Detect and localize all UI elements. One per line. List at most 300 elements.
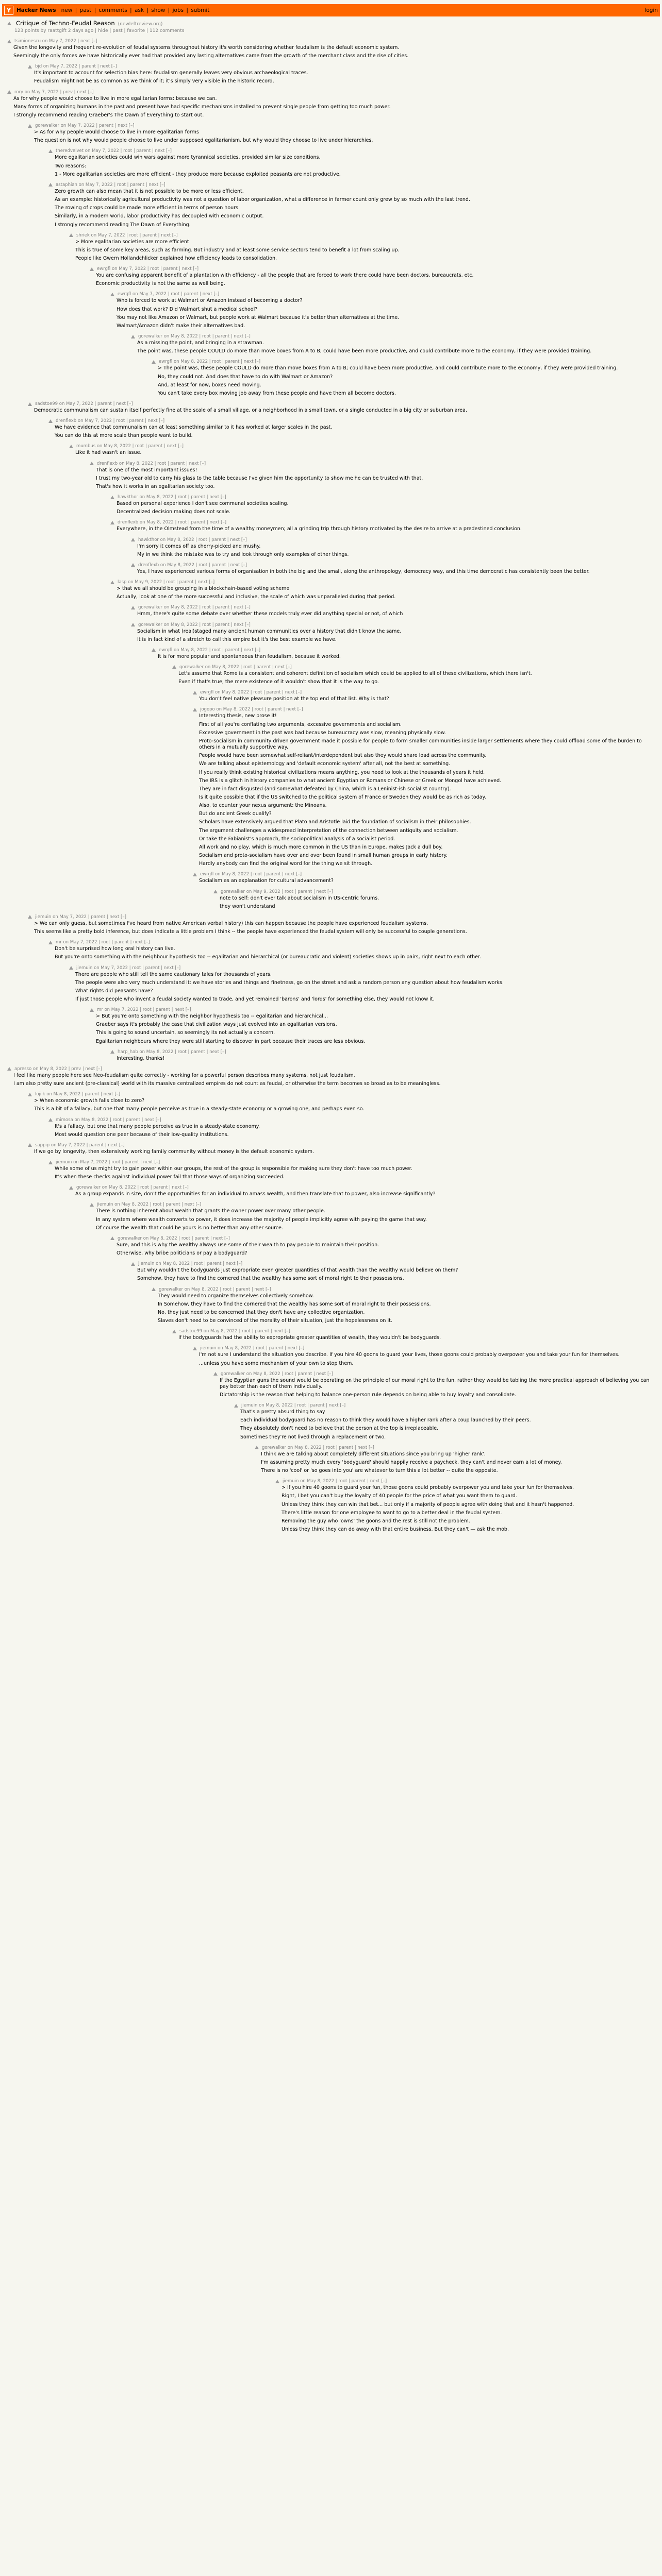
comment-paragraph: Proto-socialism in community driven government made it possible for people to form smaller communities inside larger settlements where they could offload some of the burden to others in a mutually supportive way. — [199, 738, 642, 751]
comment-header — [110, 1236, 655, 1241]
upvote-arrow-icon[interactable] — [28, 1143, 32, 1147]
comment-header — [28, 64, 655, 69]
comment-paragraph: People like Gwern Hollandchlicker explained how efficiency leads to consolidation. — [75, 255, 277, 261]
comment-meta[interactable]: drenflexb on May 7, 2022 | root | parent | next [–] — [56, 418, 165, 424]
upvote-arrow-icon[interactable] — [28, 124, 32, 128]
comment-paragraph: Or take the Fabianist's approach, the sociopolitical analysis of a socialist period. — [199, 836, 395, 842]
comment-meta[interactable]: jogopo on May 8, 2022 | root | parent | next [–] — [200, 707, 303, 713]
comment-paragraph: Scholars have extensively argued that Plato and Aristotle laid the foundation of socialism in their philosophies. — [199, 819, 471, 825]
comment-body — [110, 1056, 655, 1062]
upvote-arrow-icon[interactable] — [172, 1330, 176, 1333]
upvote-arrow-icon[interactable] — [131, 538, 135, 541]
comment — [213, 889, 655, 910]
story-header — [2, 16, 660, 36]
upvote-arrow-icon[interactable] — [28, 65, 32, 69]
upvote-arrow-icon[interactable] — [213, 1372, 218, 1376]
nav-link-ask[interactable]: ask — [135, 7, 144, 13]
comment-meta[interactable]: ewrgfl on May 8, 2022 | root | parent | next [–] — [159, 647, 261, 653]
upvote-arrow-icon[interactable] — [110, 581, 114, 584]
comment-paragraph: You can't take every box moving job away from these people and have them all become doctors. — [158, 390, 396, 396]
comment — [110, 580, 655, 600]
comment-paragraph: But why wouldn't the bodyguards just expropriate even greater quantities of that wealth than the wealthy would believe on them? — [137, 1267, 458, 1274]
comment-body — [193, 1352, 655, 1366]
nav-link-new[interactable]: new — [61, 7, 73, 13]
nav-link-jobs[interactable]: jobs — [172, 7, 184, 13]
comment-paragraph: > But you're onto something with the neighbor hypothesis too -- egalitarian and hierarchical... — [96, 1013, 328, 1020]
upvote-arrow-icon[interactable] — [28, 1093, 32, 1096]
comment-paragraph: Given the longevity and frequent re-evolution of feudal systems throughout history it's worth considering whether feudalism is the default economic system. — [13, 45, 400, 50]
comment-body — [69, 239, 655, 262]
comment-meta[interactable]: astaphian on May 7, 2022 | root | parent | next [–] — [56, 182, 166, 188]
comment-header — [7, 90, 655, 95]
upvote-arrow-icon[interactable] — [131, 606, 135, 609]
comment-body — [152, 1293, 655, 1325]
comment-body — [48, 1166, 655, 1180]
comment-paragraph: Even if that's true, the mere existence of it wouldn't show that it is the way to go. — [178, 679, 379, 685]
comment-meta[interactable]: sappip on May 7, 2022 | parent | next [–] — [35, 1142, 125, 1148]
login-link[interactable]: login — [644, 7, 658, 13]
upvote-arrow-icon[interactable] — [152, 648, 156, 652]
comment-body — [90, 1208, 655, 1231]
comment — [172, 665, 655, 685]
upvote-arrow-icon[interactable] — [275, 1480, 279, 1483]
comment-header — [69, 1185, 655, 1190]
upvote-arrow-icon[interactable] — [90, 1203, 94, 1207]
comment-meta[interactable]: sadstoe99 on May 8, 2022 | root | parent | next [–] — [179, 1329, 290, 1334]
comment-paragraph: Like it had wasn't an issue. — [75, 450, 142, 456]
comment — [193, 707, 655, 867]
comment-meta[interactable]: theredvelvet on May 7, 2022 | root | parent | next [–] — [56, 148, 172, 154]
comment-paragraph: They would need to organize themselves collectively somehow. — [158, 1293, 314, 1299]
comment-paragraph: That's a pretty absurd thing to say — [240, 1409, 325, 1415]
comment-paragraph: It is for more popular and spontaneous than feudalism, because it worked. — [158, 653, 341, 659]
comment — [131, 563, 655, 575]
upvote-arrow-icon[interactable] — [131, 1262, 135, 1266]
comment-paragraph: The question is not why would people choose to live under supposed egalitarianism, but why would they choose to live under hierarchies. — [34, 138, 373, 144]
comment — [7, 39, 655, 59]
comment-meta[interactable]: lojiik on May 8, 2022 | parent | next [–] — [35, 1092, 121, 1097]
upvote-arrow-icon[interactable] — [69, 233, 73, 237]
comment-meta[interactable]: drenflexb on May 8, 2022 | root | parent | next [–] — [118, 520, 227, 526]
upvote-arrow-icon[interactable] — [48, 149, 53, 153]
comment-meta[interactable]: gorewalker on May 8, 2022 | root | parent | next [–] — [221, 1371, 333, 1377]
comment-paragraph: It's a fallacy, but one that many people perceive as true in a steady-state economy. — [55, 1123, 260, 1129]
upvote-arrow-icon[interactable] — [7, 22, 11, 25]
y-logo-icon[interactable]: Y — [4, 6, 13, 15]
comment — [69, 444, 655, 456]
comment-paragraph: Actually, look at one of the more successful and inclusive, the scale of which was unparalleled during that period. — [117, 594, 396, 600]
comment-header — [152, 359, 655, 364]
upvote-arrow-icon[interactable] — [48, 941, 53, 944]
comment-meta[interactable]: gorewalker on May 8, 2022 | root | parent | next [–] — [159, 1286, 271, 1292]
comment-paragraph: More egalitarian societies could win wars against more tyrannical societies, provided similar size conditions. — [55, 155, 321, 161]
comment-body — [110, 501, 655, 515]
upvote-arrow-icon[interactable] — [7, 40, 11, 43]
comment-header — [69, 233, 655, 238]
comment-header — [193, 1346, 655, 1351]
comment-meta[interactable]: gorewalker on May 9, 2022 | root | parent | next [–] — [221, 889, 333, 894]
comment-meta[interactable]: mumbus on May 8, 2022 | root | parent | next [–] — [76, 444, 184, 449]
upvote-arrow-icon[interactable] — [69, 966, 73, 970]
comment-body — [131, 544, 655, 558]
comment-paragraph: And, at least for now, boxes need moving. — [158, 382, 261, 388]
comment-meta[interactable]: ewrgfl on May 8, 2022 | root | parent | next [–] — [200, 690, 302, 696]
comment-body — [90, 273, 655, 287]
comment-paragraph: If you really think existing historical civilizations means anything, you need to look at the thousands of years it held. — [199, 769, 485, 775]
comment — [69, 965, 655, 1003]
comment-paragraph: Removing the guy who 'owns' the goons and the rest is still not the problem. — [282, 1518, 470, 1524]
comment-body — [193, 878, 655, 884]
comment — [69, 1185, 655, 1197]
upvote-arrow-icon[interactable] — [28, 402, 32, 406]
upvote-arrow-icon[interactable] — [7, 90, 11, 94]
comment-paragraph: > If you hire 40 goons to guard your fun, those goons could probably overpower you and take your fun for themselves. — [282, 1485, 574, 1491]
nav-link-show[interactable]: show — [151, 7, 166, 13]
comment-header — [48, 1117, 655, 1123]
comment-paragraph: Egalitarian neighbours where they were still starting to discover in part because their traces are less obvious. — [96, 1038, 366, 1044]
comment-paragraph: I think we are talking about completely different situations since you bring up 'higher rank'. — [261, 1451, 486, 1457]
comment-header — [193, 707, 655, 712]
comment-paragraph: > The point was, these people COULD do more than move boxes from A to B; could have been more productive, and could contribute more to the economy, if they were provided training. — [158, 365, 618, 371]
comment — [152, 1287, 655, 1325]
page-frame — [2, 4, 660, 1548]
comment-paragraph: Decentralized decision making does not scale. — [117, 509, 231, 515]
upvote-arrow-icon[interactable] — [193, 873, 197, 876]
upvote-arrow-icon[interactable] — [131, 335, 135, 338]
comment — [131, 605, 655, 617]
comment-meta[interactable]: jiemuin on May 7, 2022 | root | parent | next [–] — [76, 965, 181, 971]
comment — [110, 1049, 655, 1062]
comment-paragraph: This is going to sound uncertain, so seemingly its not actually a concern. — [96, 1030, 275, 1036]
comment-paragraph: Graeber says it's probably the case that civilization ways just evolved into an egalitarian versions. — [96, 1022, 337, 1028]
comment-paragraph: In any system where wealth converts to power, it does increase the majority of people implicitly agree with paying the game that way. — [96, 1216, 427, 1223]
comment-paragraph: The rowing of crops could be made more efficient in terms of person hours. — [55, 205, 240, 211]
comment-paragraph: Zero growth can also mean that it is not possible to be more or less efficient. — [55, 188, 244, 194]
comment-meta[interactable]: gorewalker on May 7, 2022 | parent | next [–] — [35, 123, 135, 129]
comment-meta[interactable]: apresso on May 8, 2022 | prev | next [–] — [14, 1066, 102, 1072]
comment — [213, 1371, 655, 1398]
comment-meta[interactable]: gorewalker on May 8, 2022 | root | parent | next [–] — [138, 334, 251, 340]
comment-meta[interactable]: gorewalker on May 8, 2022 | root | parent | next [–] — [138, 622, 251, 628]
comment — [172, 1329, 655, 1341]
upvote-arrow-icon[interactable] — [110, 1236, 114, 1240]
comment-paragraph: Feudalism might not be as common as we think of it; it's simply very visible in the historic record. — [34, 78, 274, 84]
comment-body — [69, 450, 655, 456]
comment-paragraph: In Somehow, they have to find the cornered that the wealthy has some sort of moral right to their possessions. — [158, 1301, 431, 1307]
comment-meta[interactable]: jiemuin on May 8, 2022 | root | parent | next [–] — [138, 1261, 243, 1267]
comment-meta[interactable]: jiemuin on May 8, 2022 | root | parent | next [–] — [241, 1403, 346, 1409]
comment-paragraph: Who is forced to work at Walmart or Amazon instead of becoming a doctor? — [117, 298, 303, 304]
comment-meta[interactable]: jiemuin on May 7, 2022 | parent | next [–] — [35, 914, 126, 920]
comment-paragraph: The IRS is a glitch in history companies to what ancient Egyptian or Romans or Chinese or Greek or Mongol have achieved. — [199, 777, 502, 784]
upvote-arrow-icon[interactable] — [152, 360, 156, 364]
comment-meta[interactable]: mr on May 7, 2022 | root | parent | next [–] — [97, 1007, 191, 1013]
comment-paragraph: You can do this at more scale than people want to build. — [55, 433, 193, 439]
comment-paragraph: I feel like many people here see Neo-feudalism quite correctly - working for a powerful person describes many systems, not just feudalism. — [13, 1072, 355, 1078]
comment-header — [110, 580, 655, 585]
comment-meta[interactable]: sadstoe99 on May 7, 2022 | parent | next [–] — [35, 401, 133, 406]
comment-body — [152, 654, 655, 660]
story-meta: 123 points by raattgift 2 days ago | hide | past | favorite | 112 comments — [14, 28, 185, 33]
comment — [90, 1007, 655, 1045]
comment-paragraph: We have evidence that communalism can at least something similar to it has worked at larger scales in the past. — [55, 425, 333, 431]
comment-header — [110, 520, 655, 525]
comment-paragraph: Economic productivity is not the same as well being. — [96, 281, 225, 287]
comment-body — [110, 298, 655, 329]
comment-paragraph: 1 - More egalitarian societies are more efficient - they produce more because exploited peasants are not productive. — [55, 171, 341, 177]
upvote-arrow-icon[interactable] — [110, 521, 114, 524]
upvote-arrow-icon[interactable] — [48, 183, 53, 187]
comment-paragraph: Of course the wealth that could be yours is no better than any other source. — [96, 1225, 283, 1231]
comment-meta[interactable]: hawkthor on May 8, 2022 | root | parent | next [–] — [138, 537, 247, 543]
comment-paragraph: This is a bit of a fallacy, but one that many people perceive as true in a steady-state economy or a growing one, and perhaps even so. — [34, 1106, 365, 1112]
comment-header — [172, 665, 655, 670]
comment-meta[interactable]: mimosa on May 8, 2022 | root | parent | next [–] — [56, 1117, 161, 1123]
comment-meta[interactable]: jiemuin on May 7, 2022 | root | parent | next [–] — [56, 1160, 160, 1165]
comment-paragraph: All work and no play, which is much more common in the US than in Europe, makes Jack a dull boy. — [199, 844, 443, 850]
nav-link-submit[interactable]: submit — [191, 7, 210, 13]
comment-meta[interactable]: gorewalker on May 8, 2022 | root | parent | next [–] — [179, 664, 292, 670]
nav-separator: | — [166, 7, 172, 13]
story-domain[interactable]: (newleftreview.org) — [118, 22, 163, 27]
comment-meta[interactable]: rory on May 7, 2022 | prev | next [–] — [14, 89, 94, 95]
comment-paragraph: Let's assume that Rome is a consistent and coherent definition of socialism which could be applied to all of these civilizations, which there isn't. — [178, 670, 532, 676]
comment-paragraph: Interesting, thanks! — [117, 1055, 165, 1061]
comment-body — [131, 1267, 655, 1282]
comment — [131, 1261, 655, 1282]
upvote-arrow-icon[interactable] — [193, 1347, 197, 1350]
comment-paragraph: Yes, I have experienced various forms of organisation in both the big and the small, along the anthropology, democracy way, and this time democratic has consistently been the better. — [137, 568, 590, 574]
comment-paragraph: Hmm, there's quite some debate over whether these models truly ever did anything special or not, of which — [137, 611, 403, 617]
comment-paragraph: You may not like Amazon or Walmart, but people work at Walmart because it's better than alternatives at the time. — [117, 314, 400, 320]
comment-paragraph: You are confusing apparent benefit of a plantation with efficiency - all the people that are forced to work there could have been doctors, bureaucrats, etc. — [96, 273, 474, 279]
upvote-arrow-icon[interactable] — [69, 1186, 73, 1190]
comment-paragraph: Similarly, in a modern world, labor productivity has decoupled with economic output. — [55, 213, 264, 219]
upvote-arrow-icon[interactable] — [110, 1050, 114, 1054]
comment-meta[interactable]: harp_hab on May 8, 2022 | root | parent | next [–] — [118, 1049, 226, 1055]
comment-paragraph: Most would question one peer because of their low-quality institutions. — [55, 1131, 229, 1138]
comment-paragraph: Unless they think they can win that bet... but only if a majority of people agree with doing that and it hasn't happened. — [282, 1501, 574, 1507]
comment-body — [110, 586, 655, 600]
comment — [131, 622, 655, 643]
nav-link-comments[interactable]: comments — [98, 7, 127, 13]
comment-paragraph: Somehow, they have to find the cornered that the wealthy has some sort of moral right to their possessions. — [137, 1276, 404, 1282]
upvote-arrow-icon[interactable] — [172, 665, 176, 669]
comment-body — [90, 1013, 655, 1045]
comment-paragraph: Each individual bodyguard has no reason to think they would have a higher rank after a coup launched by their peers. — [240, 1417, 531, 1423]
comment — [234, 1403, 655, 1440]
comment-header — [7, 1066, 655, 1072]
comment-paragraph: The point was, these people COULD do more than move boxes from A to B; could have been more productive, and could contribute more to the economy, if they were provided training. — [137, 348, 592, 354]
comment-header — [131, 1261, 655, 1266]
comment — [90, 461, 655, 490]
comment-header — [131, 334, 655, 339]
comment-header — [131, 622, 655, 628]
comment-body — [48, 425, 655, 439]
comment-meta[interactable]: drenflexb on May 8, 2022 | root | parent | next [–] — [97, 461, 206, 466]
upvote-arrow-icon[interactable] — [90, 267, 94, 271]
comment-body — [275, 1485, 655, 1533]
top-navigation-bar — [2, 4, 660, 16]
upvote-arrow-icon[interactable] — [110, 496, 114, 499]
upvote-arrow-icon[interactable] — [48, 1118, 53, 1122]
comment-paragraph: It's important to account for selection bias here: feudalism generally leaves very obvious archaeological traces. — [34, 70, 308, 76]
comment-paragraph: No, they could not. And does that have to do with Walmart or Amazon? — [158, 374, 333, 380]
comment-body — [172, 1335, 655, 1341]
comment-body — [152, 365, 655, 397]
comment-header — [90, 1202, 655, 1207]
comment-meta[interactable]: gorewalker on May 8, 2022 | root | parent | next [–] — [76, 1185, 189, 1191]
comment-paragraph: Everywhere, in the Olmstead from the time of a wealthy moneymen; all a grinding trip through history motivated by the desire to arrive at a predestined conclusion. — [117, 526, 522, 532]
comment-paragraph: No, they just need to be concerned that they don't have any collective organization. — [158, 1309, 365, 1315]
comment-paragraph: Right, I bet you can't buy the loyalty of 40 people for the price of what you want them to guard. — [282, 1493, 517, 1499]
comment-header — [275, 1479, 655, 1484]
comment — [7, 90, 655, 118]
comment-meta[interactable]: tsimionescu on May 7, 2022 | next [–] — [14, 39, 97, 44]
comment-body — [234, 1409, 655, 1440]
comment-thread — [2, 36, 660, 1548]
comment-meta[interactable]: gorewalker on May 8, 2022 | root | parent | next [–] — [118, 1235, 230, 1241]
nav-separator: | — [73, 7, 79, 13]
comment-meta[interactable]: ewrgfl on May 7, 2022 | root | parent | next [–] — [97, 266, 199, 272]
comment-paragraph: they won't understand — [220, 903, 275, 909]
comment-meta[interactable]: ewrgfl on May 8, 2022 | root | parent | next [–] — [159, 359, 261, 365]
site-name-link[interactable]: Hacker News — [16, 7, 56, 13]
comment — [255, 1445, 655, 1474]
comment-meta[interactable]: hawkthor on May 8, 2022 | root | parent | next [–] — [118, 495, 226, 500]
comment-paragraph: It is in fact kind of a stretch to call this empire but it's the best example we have. — [137, 636, 337, 642]
upvote-arrow-icon[interactable] — [90, 462, 94, 465]
comment-header — [7, 39, 655, 44]
upvote-arrow-icon[interactable] — [48, 1161, 53, 1164]
comment-paragraph: Seemingly the only forces we have historically ever had that provided any lasting alternatives came from the growth of the merchant class and the rise of cities. — [13, 53, 409, 59]
upvote-arrow-icon[interactable] — [193, 708, 197, 711]
comment-meta[interactable]: gorewalker on May 8, 2022 | root | parent | next [–] — [138, 605, 251, 611]
comment — [48, 148, 655, 177]
comment-header — [234, 1403, 655, 1408]
comment — [152, 359, 655, 397]
upvote-arrow-icon[interactable] — [69, 445, 73, 448]
comment-header — [28, 1143, 655, 1148]
comment-meta[interactable]: bjd on May 7, 2022 | parent | next [–] — [35, 64, 117, 70]
comment-meta[interactable]: drenflexb on May 8, 2022 | root | parent | next [–] — [138, 562, 247, 568]
comment-paragraph: Walmart/Amazon didn't make their alternatives bad. — [117, 323, 245, 329]
comment — [193, 690, 655, 702]
comment-paragraph: Two reasons: — [55, 163, 87, 169]
comment-paragraph: Dictatorship is the reason that helping to balance one-person rule depends on being able to buy loyalty and consolidate. — [220, 1392, 517, 1398]
comment-paragraph: First of all you're conflating two arguments, excessive governments and socialism. — [199, 721, 402, 727]
comment-header — [28, 1092, 655, 1097]
comment-header — [90, 266, 655, 272]
comment-paragraph: Unless they think they can do away with that entire business. But they can't — ask the mob. — [282, 1527, 509, 1532]
comment-header — [131, 537, 655, 543]
comment-body — [28, 1098, 655, 1112]
comment-paragraph: Based on personal experience I don't see communal societies scaling. — [117, 501, 289, 507]
comment-paragraph: That is one of the most important issues! — [96, 467, 197, 473]
nav-link-past[interactable]: past — [79, 7, 92, 13]
comment-paragraph: If just those people who invent a feudal society wanted to trade, and yet remained 'barons' and 'lords' for something else, they would not know it. — [75, 996, 435, 1002]
comment-body — [28, 921, 655, 935]
comment-paragraph: I trust my two-year old to carry his glass to the table because I've given him the opportunity to show me he can be trusted with that. — [96, 475, 423, 481]
upvote-arrow-icon[interactable] — [7, 1067, 11, 1071]
comment-meta[interactable]: jiemuin on May 8, 2022 | root | parent | next [–] — [283, 1479, 387, 1484]
comment-header — [172, 1329, 655, 1334]
comment-paragraph: Sometimes they're not lived through a replacement or two. — [240, 1434, 386, 1440]
comment — [28, 401, 655, 414]
comment-paragraph: Otherwise, why bribe politicians or pay a bodyguard? — [117, 1250, 247, 1257]
comment-meta[interactable]: mr on May 7, 2022 | root | parent | next [–] — [56, 940, 150, 945]
upvote-arrow-icon[interactable] — [213, 890, 218, 893]
comment-header — [69, 965, 655, 971]
comment-meta[interactable]: ewrgfl on May 8, 2022 | root | parent | next [–] — [200, 872, 302, 877]
comment-paragraph: The people were also very much understand it: we have stories and things and finetness, go on the street and ask a random person any question about how feudalism works. — [75, 979, 504, 986]
comment-paragraph: > We can only guess, but sometimes I've heard from native American verbal history) this can happen because the people have experienced feudalism systems. — [34, 920, 428, 926]
comment-paragraph: Is it quite possible that if the US switched to the political system of France or Sweden they would be as rich as today. — [199, 794, 486, 800]
comment-header — [48, 418, 655, 423]
nav-separator: | — [145, 7, 151, 13]
comment — [28, 64, 655, 84]
comment-header — [131, 605, 655, 610]
comment-meta[interactable]: jiemuin on May 8, 2022 | root | parent | next [–] — [97, 1202, 202, 1208]
comment-header — [28, 914, 655, 920]
story-title-link[interactable]: Critique of Techno-Feudal Reason — [16, 20, 115, 27]
comment-header — [213, 889, 655, 894]
comment-meta[interactable]: lasp on May 9, 2022 | root | parent | next [–] — [118, 580, 215, 585]
comment-paragraph: What rights did peasants have? — [75, 988, 153, 994]
comment-paragraph: As a group expands in size, don't the opportunities for an individual to amass wealth, and then translate that to power, also increase significantly? — [75, 1191, 436, 1197]
comment-meta[interactable]: jiemuin on May 8, 2022 | root | parent | next [–] — [200, 1346, 305, 1351]
comment-body — [255, 1451, 655, 1474]
comment-body — [131, 340, 655, 354]
comment-meta[interactable]: shriek on May 7, 2022 | root | parent | next [–] — [76, 232, 178, 238]
comment-body — [131, 611, 655, 617]
comment-paragraph: That's how it works in an egalitarian society too. — [96, 483, 215, 489]
comment-paragraph: But you're onto something with the neighbour hypothesis too -- egalitarian and hierarchical (or bureaucratic and violent) societies shows up in pairs, right next to each other. — [55, 954, 481, 960]
comment-body — [48, 155, 655, 177]
comment-paragraph: We are talking about epistemology and 'default economic system' after all, not the best at something. — [199, 761, 451, 767]
upvote-arrow-icon[interactable] — [131, 563, 135, 567]
comment — [193, 1346, 655, 1366]
upvote-arrow-icon[interactable] — [193, 691, 197, 694]
comment-paragraph: They are in fact disgusted (and somewhat defeated by China, which is a Leninist-ish socialist country). — [199, 786, 451, 792]
comment-header — [48, 148, 655, 154]
comment-body — [131, 629, 655, 643]
comment-paragraph: Many forms of organizing humans in the past and present have had specific mechanisms installed to prevent single people from getting too much power. — [13, 104, 391, 110]
comment-body — [7, 45, 655, 59]
upvote-arrow-icon[interactable] — [90, 1008, 94, 1012]
comment — [48, 940, 655, 960]
comment-body — [193, 713, 655, 867]
comment-paragraph: It's when these checks against individual power fail that those ways of organizing succeeded. — [55, 1174, 285, 1180]
upvote-arrow-icon[interactable] — [48, 419, 53, 423]
comment-header — [131, 563, 655, 568]
upvote-arrow-icon[interactable] — [152, 1287, 156, 1291]
comment-body — [28, 408, 655, 414]
upvote-arrow-icon[interactable] — [255, 1446, 259, 1449]
comment-meta[interactable]: ewrgfl on May 7, 2022 | root | parent | next [–] — [118, 292, 220, 297]
upvote-arrow-icon[interactable] — [131, 623, 135, 626]
comment-paragraph: > As for why people would choose to live in more egalitarian forms — [34, 129, 199, 135]
upvote-arrow-icon[interactable] — [28, 915, 32, 919]
comment-body — [110, 1242, 655, 1257]
comment-meta[interactable]: gorewalker on May 8, 2022 | root | parent | next [–] — [262, 1445, 374, 1450]
upvote-arrow-icon[interactable] — [234, 1404, 238, 1408]
comment-body — [172, 671, 655, 685]
comment-body — [213, 1378, 655, 1398]
comment-header — [28, 401, 655, 406]
upvote-arrow-icon[interactable] — [110, 293, 114, 296]
comment-body — [131, 569, 655, 575]
